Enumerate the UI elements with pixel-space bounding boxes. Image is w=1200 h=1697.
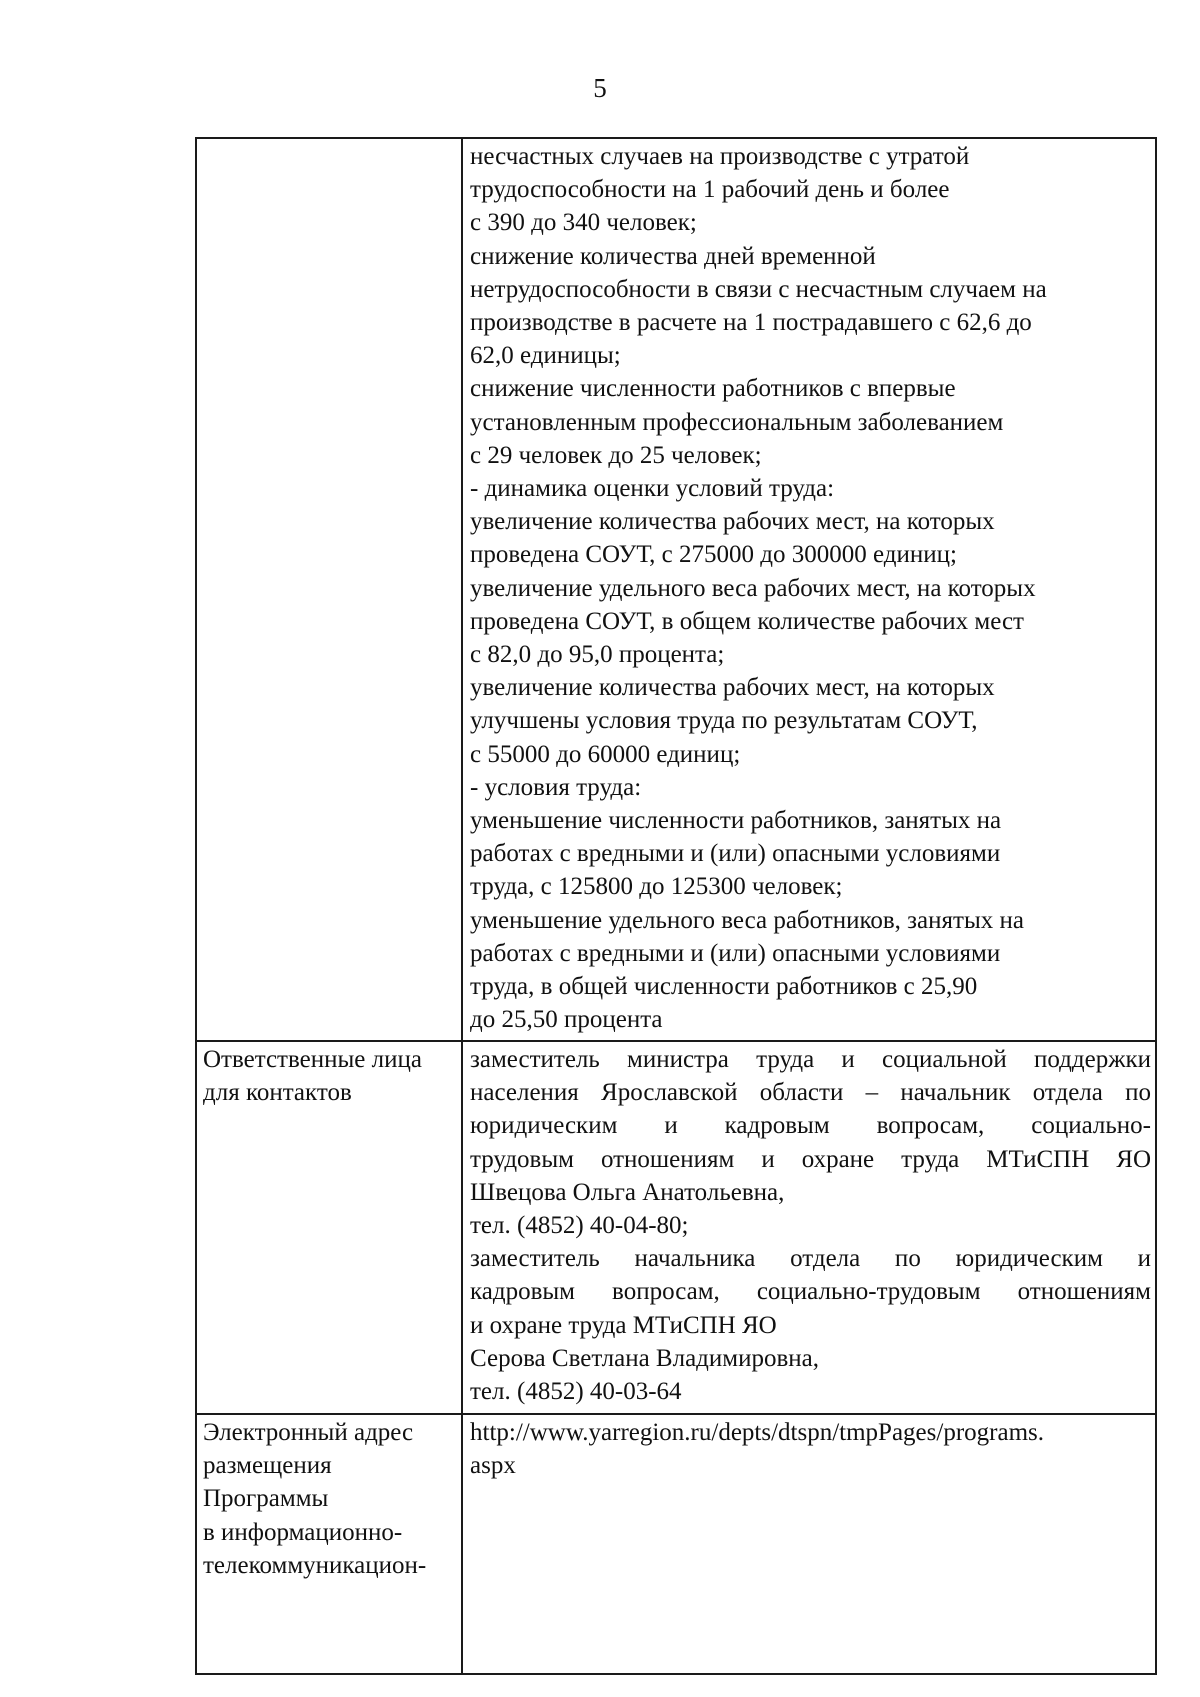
text-line: с 82,0 до 95,0 процента;	[470, 641, 725, 669]
row-label-line: размещения	[203, 1452, 332, 1480]
text-line: работах с вредными и (или) опасными условиями	[470, 939, 1001, 967]
text-line: проведена СОУТ, в общем количестве рабочих мест	[470, 607, 1024, 635]
table-row-contacts	[197, 1040, 1155, 1413]
text-line: - условия труда:	[470, 773, 642, 801]
contacts-text-cell	[463, 1042, 1155, 1413]
text-line: установленным профессиональным заболеванием	[470, 408, 1004, 436]
row-label-line: для контактов	[203, 1079, 352, 1107]
row-label-line: Программы	[203, 1485, 329, 1513]
row-label-line: в информационно-	[203, 1518, 403, 1546]
contact-phone: тел. (4852) 40-04-80;	[470, 1212, 689, 1240]
text-line: снижение численности работников с впервые	[470, 375, 956, 403]
text-line: кадровым вопросам, социально-трудовым отношениям	[470, 1278, 1151, 1306]
table-row-web-address	[197, 1413, 1155, 1673]
table-row-indicators	[197, 139, 1155, 1040]
text-line: увеличение удельного веса рабочих мест, на которых	[470, 574, 1036, 602]
text-line: заместитель министра труда и социальной поддержки	[470, 1046, 1151, 1073]
text-line: с 29 человек до 25 человек;	[470, 441, 762, 469]
row-label-cell	[197, 139, 463, 1040]
text-line: уменьшение удельного веса работников, занятых на	[470, 906, 1024, 934]
text-line: нетрудоспособности в связи с несчастным случаем на	[470, 275, 1047, 303]
indicators-text-cell	[463, 139, 1155, 1040]
text-line: Швецова Ольга Анатольевна,	[470, 1178, 785, 1206]
passport-table	[195, 137, 1157, 1675]
web-address-cell	[463, 1415, 1155, 1673]
text-line: 62,0 единицы;	[470, 342, 621, 370]
page-number: 5	[593, 73, 607, 103]
row-label-line: Электронный адрес	[203, 1419, 414, 1446]
text-line: труда, с 125800 до 125300 человек;	[470, 873, 843, 901]
text-line: - динамика оценки условий труда:	[470, 475, 835, 503]
text-line: населения Ярославской области – начальник отдела по	[470, 1079, 1151, 1107]
text-line: труда, в общей численности работников с 25,90	[470, 973, 978, 1001]
program-url-line: http://www.yarregion.ru/depts/dtspn/tmpPages/programs.	[470, 1419, 1044, 1446]
text-line: с 55000 до 60000 единиц;	[470, 740, 741, 768]
text-line: юридическим и кадровым вопросам, социально-	[470, 1112, 1151, 1140]
text-line: проведена СОУТ, с 275000 до 300000 единиц;	[470, 541, 957, 569]
text-line: уменьшение численности работников, занятых на	[470, 807, 1002, 835]
text-line: и охране труда МТиСПН ЯО	[470, 1311, 777, 1339]
text-line: производстве в расчете на 1 пострадавшего с 62,6 до	[470, 309, 1032, 337]
text-line: увеличение количества рабочих мест, на которых	[470, 674, 995, 702]
text-line: улучшены условия труда по результатам СОУТ,	[470, 707, 978, 735]
text-line: трудоспособности на 1 рабочий день и более	[470, 176, 950, 204]
text-line: увеличение количества рабочих мест, на которых	[470, 508, 995, 536]
web-address-label-cell	[197, 1415, 463, 1673]
text-line: заместитель начальника отдела по юридическим и	[470, 1245, 1151, 1273]
contact-phone: тел. (4852) 40-03-64	[470, 1378, 682, 1406]
text-line: Серова Светлана Владимировна,	[470, 1344, 819, 1372]
program-url-line: aspx	[470, 1452, 516, 1480]
text-line: несчастных случаев на производстве с утратой	[470, 143, 970, 170]
row-label-line: телекоммуникацион-	[203, 1551, 427, 1579]
text-line: трудовым отношениям и охране труда МТиСПН ЯО	[470, 1145, 1151, 1173]
contacts-label-cell	[197, 1042, 463, 1413]
row-label-line: Ответственные лица	[203, 1046, 422, 1073]
text-line: с 390 до 340 человек;	[470, 209, 697, 237]
text-line: до 25,50 процента	[470, 1006, 663, 1034]
text-line: работах с вредными и (или) опасными условиями	[470, 840, 1001, 868]
text-line: снижение количества дней временной	[470, 242, 876, 270]
